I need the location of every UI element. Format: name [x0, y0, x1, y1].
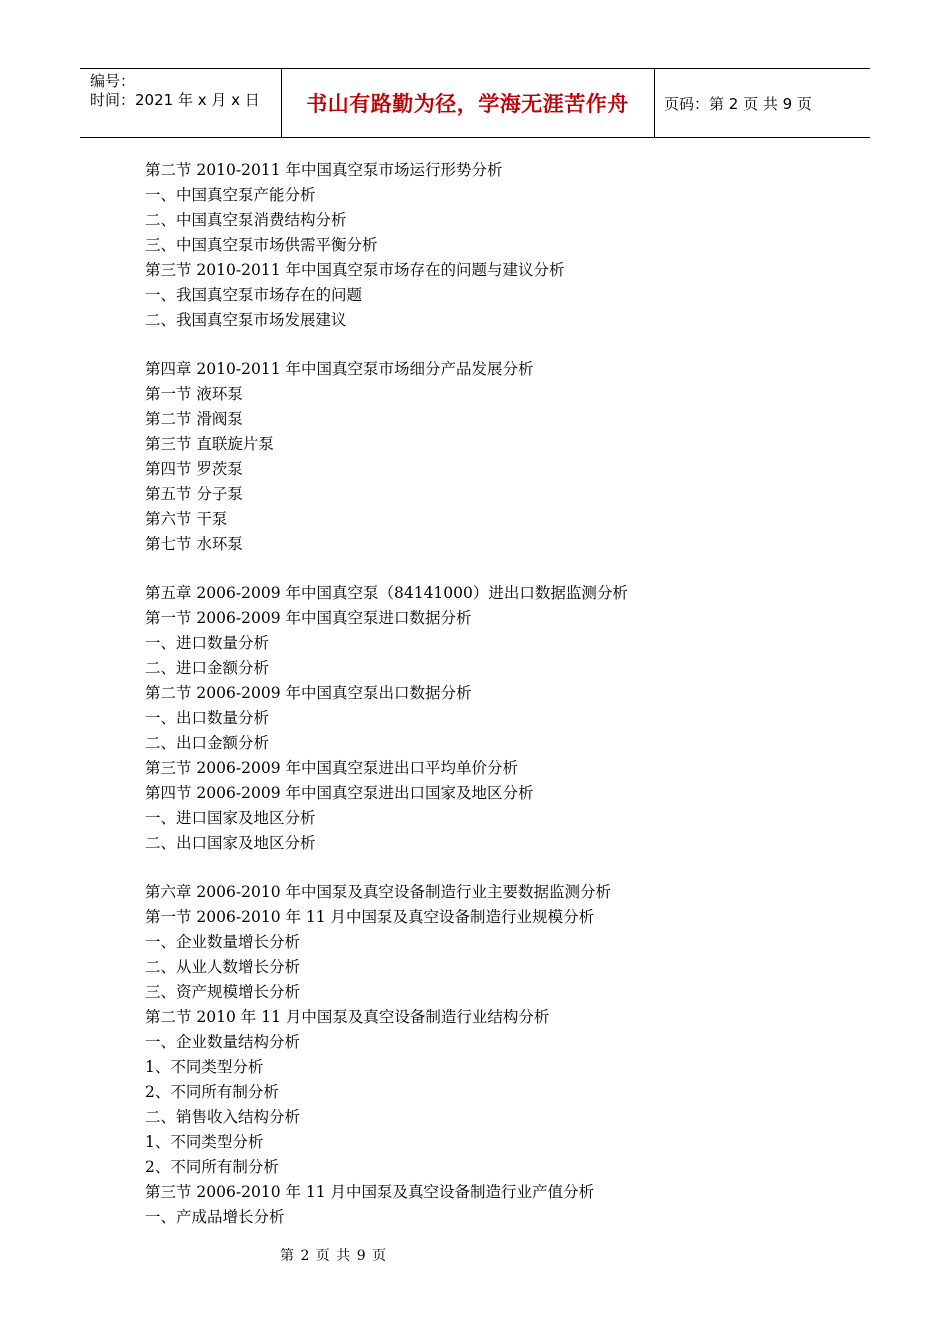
toc-line: 二、出口国家及地区分析 — [145, 834, 316, 852]
toc-line: 第三节 2010-2011 年中国真空泵市场存在的问题与建议分析 — [145, 261, 565, 279]
toc-line: 二、我国真空泵市场发展建议 — [145, 311, 347, 329]
toc-line: 1、不同类型分析 — [145, 1058, 264, 1076]
toc-line: 第二节 2006-2009 年中国真空泵出口数据分析 — [145, 684, 472, 702]
toc-spacer — [145, 557, 845, 581]
toc-line: 二、中国真空泵消费结构分析 — [145, 211, 347, 229]
toc-line: 三、中国真空泵市场供需平衡分析 — [145, 236, 378, 254]
header-motto-cell — [281, 69, 655, 137]
toc-line: 第四节 2006-2009 年中国真空泵进出口国家及地区分析 — [145, 784, 534, 802]
toc-line: 第六章 2006-2010 年中国泵及真空设备制造行业主要数据监测分析 — [145, 883, 611, 901]
header-meta-cell — [80, 69, 282, 137]
toc-line: 一、我国真空泵市场存在的问题 — [145, 286, 363, 304]
toc-line: 一、产成品增长分析 — [145, 1208, 285, 1226]
toc-line: 一、中国真空泵产能分析 — [145, 186, 316, 204]
toc-line: 二、出口金额分析 — [145, 734, 270, 752]
toc-line: 第二节 2010 年 11 月中国泵及真空设备制造行业结构分析 — [145, 1008, 550, 1026]
header-page-info: 页码：第 2 页 共 9 页 — [664, 94, 812, 113]
toc-line: 一、企业数量增长分析 — [145, 933, 301, 951]
header-page-cell — [655, 69, 870, 137]
toc-line: 第六节 干泵 — [145, 510, 228, 528]
toc-line: 二、进口金额分析 — [145, 659, 270, 677]
toc-line: 第一节 2006-2009 年中国真空泵进口数据分析 — [145, 609, 472, 627]
toc-line: 一、出口数量分析 — [145, 709, 270, 727]
toc-line: 第七节 水环泵 — [145, 535, 243, 553]
toc-line: 2、不同所有制分析 — [145, 1158, 279, 1176]
toc-line: 一、进口数量分析 — [145, 634, 270, 652]
toc-line: 第五章 2006-2009 年中国真空泵（84141000）进出口数据监测分析 — [145, 584, 628, 602]
toc-line: 第二节 滑阀泵 — [145, 410, 243, 428]
toc-line: 第四节 罗茨泵 — [145, 460, 243, 478]
toc-line: 第二节 2010-2011 年中国真空泵市场运行形势分析 — [145, 161, 503, 179]
document-time-label: 时间：2021 年 x 月 x 日 — [90, 91, 260, 109]
toc-line: 一、进口国家及地区分析 — [145, 809, 316, 827]
toc-line: 第五节 分子泵 — [145, 485, 243, 503]
toc-line: 第三节 2006-2009 年中国真空泵进出口平均单价分析 — [145, 759, 518, 777]
motto-text: 书山有路勤为径，学海无涯苦作舟 — [306, 92, 629, 116]
toc-line: 2、不同所有制分析 — [145, 1083, 279, 1101]
toc-line: 三、资产规模增长分析 — [145, 983, 301, 1001]
toc-line: 第一节 2006-2010 年 11 月中国泵及真空设备制造行业规模分析 — [145, 908, 595, 926]
page-footer: 第 2 页 共 9 页 — [280, 1248, 388, 1264]
toc-line: 二、从业人数增长分析 — [145, 958, 301, 976]
toc-line: 第四章 2010-2011 年中国真空泵市场细分产品发展分析 — [145, 360, 534, 378]
page-header — [80, 68, 870, 138]
toc-line: 第三节 直联旋片泵 — [145, 435, 274, 453]
toc-line: 一、企业数量结构分析 — [145, 1033, 301, 1051]
toc-line: 第三节 2006-2010 年 11 月中国泵及真空设备制造行业产值分析 — [145, 1183, 595, 1201]
table-of-contents — [145, 158, 845, 1230]
toc-line: 第一节 液环泵 — [145, 385, 243, 403]
toc-spacer — [145, 856, 845, 880]
document-number-label: 编号： — [90, 72, 136, 90]
toc-spacer — [145, 333, 845, 357]
toc-line: 二、销售收入结构分析 — [145, 1108, 301, 1126]
toc-line: 1、不同类型分析 — [145, 1133, 264, 1151]
